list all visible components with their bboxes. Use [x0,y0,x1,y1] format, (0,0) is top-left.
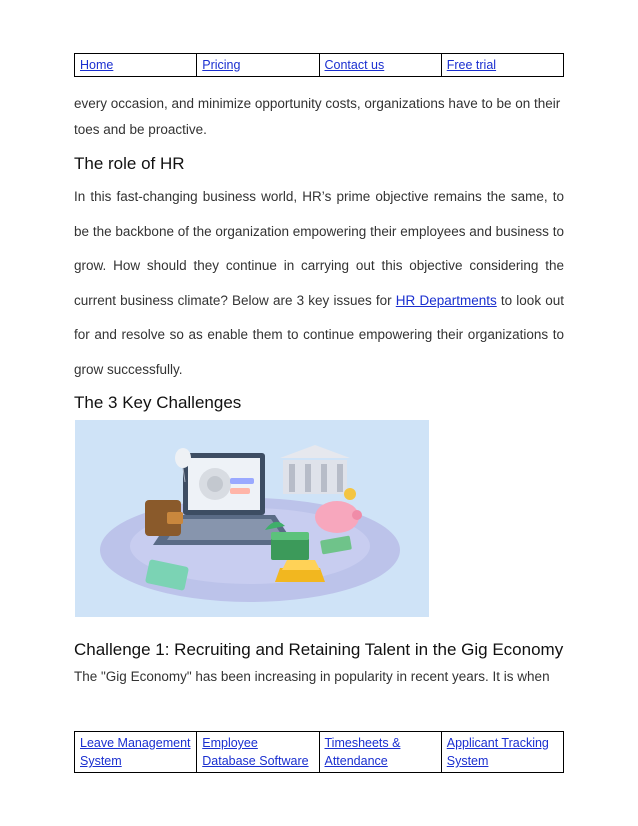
nav-cell-leave [75,732,197,773]
bottom-navigation-table [74,731,564,773]
nav-cell-pricing [197,54,319,77]
hr-finance-illustration [75,420,429,617]
role-text-before: In this fast-changing business world, HR’s prime objective remains the same, to be the backbone of the organization empowering their employees and business to grow. How should they continue in carrying out this objective considering the current business climate? Below are 3 key issues for [74,189,564,308]
leave-management-link[interactable]: Leave Management System [80,736,191,768]
nav-cell-free-trial [441,54,563,77]
nav-contact-link[interactable]: Contact us [324,58,385,72]
intro-paragraph: every occasion, and minimize opportunity costs, organizations have to be on their toes and be proactive. [74,96,561,137]
top-navigation-table [74,53,564,77]
screen-field [230,478,254,484]
employee-database-link[interactable]: Employee Database Software [202,736,309,768]
nav-free-trial-link[interactable]: Free trial [446,58,497,72]
hr-departments-link[interactable]: HR Departments [395,292,497,308]
timesheets-link[interactable]: Timesheets & Attendance [324,736,401,768]
nav-cell-timesheets [319,732,441,773]
nav-pricing-link[interactable]: Pricing [202,58,241,72]
applicant-tracking-link[interactable]: Applicant Tracking System [446,736,549,768]
role-text-after: to look out for and resolve so as enable them to continue empowering their organizations to grow successfully. [74,292,564,377]
screen-button [230,488,250,494]
gig-economy-paragraph: The "Gig Economy" has been increasing in popularity in recent years. It is when [74,669,550,684]
cash-stack-icon [271,538,309,560]
nav-home-link[interactable]: Home [80,58,114,72]
nav-cell-home [75,54,197,77]
nav-cell-ats [441,732,563,773]
gold-bar-icon [275,568,325,582]
nav-cell-contact [319,54,441,77]
challenge-1-heading: Challenge 1: Recruiting and Retaining Talent in the Gig Economy [74,640,564,659]
nav-cell-employee-db [197,732,319,773]
piggy-bank-icon [315,501,359,533]
role-of-hr-heading: The role of HR [74,154,185,173]
coin-icon [344,488,356,500]
key-challenges-heading: The 3 Key Challenges [74,393,242,412]
balloon-icon [175,448,191,468]
role-paragraph [74,180,564,387]
